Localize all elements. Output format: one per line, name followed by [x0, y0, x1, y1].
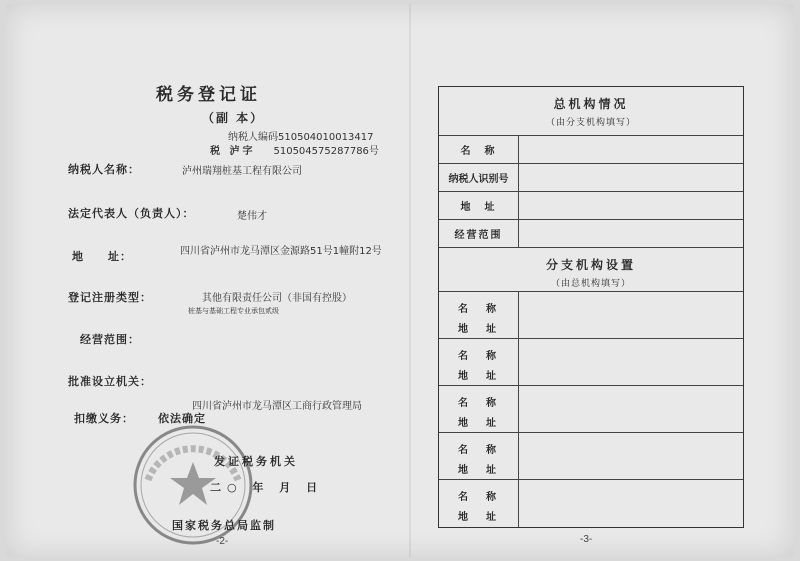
issuer-label: 发证税务机关	[214, 455, 298, 468]
hq-title: 总机构情况	[553, 97, 629, 111]
legal-rep-label: 法定代表人（负责人）：	[68, 207, 195, 220]
hq-note: （由分支机构填写）	[545, 118, 636, 128]
taxpayer-name: 泸州瑞翔桩基工程有限公司	[182, 166, 302, 177]
left-page-number: -2-	[216, 536, 229, 547]
business-scope: 桩基与基础工程专业承包贰级	[188, 307, 279, 315]
issue-date: 二○ 年 月 日	[210, 481, 324, 494]
taxpayer-name-label: 纳税人名称：	[68, 163, 140, 176]
taxpayer-code-line	[228, 128, 373, 143]
branch-name-label: 名 称	[458, 304, 500, 315]
organization-table	[438, 86, 744, 528]
tax-number: 510504575287786号	[273, 146, 379, 157]
branch-row-1	[439, 291, 743, 338]
withhold-value: 依法确定	[158, 412, 206, 425]
branch-addr-label: 地 址	[458, 324, 500, 335]
branch-name-label: 名 称	[458, 398, 500, 409]
branch-title: 分支机构设置	[545, 258, 636, 272]
legal-rep: 楚伟才	[237, 211, 267, 222]
branch-row-2	[439, 338, 743, 385]
reg-type: 其他有限责任公司（非国有控股）	[202, 293, 352, 304]
branch-name-label: 名 称	[458, 351, 500, 362]
hq-row-scope	[439, 219, 743, 247]
supervisor-label: 国家税务总局监制	[172, 519, 276, 532]
certificate-sheet	[6, 4, 794, 557]
branch-addr-label: 地 址	[458, 465, 500, 476]
address: 四川省泸州市龙马潭区金源路51号1幢附12号	[180, 246, 382, 257]
tax-number-line	[210, 142, 379, 157]
branch-addr-label: 地 址	[458, 371, 500, 382]
hq-row-label: 名 称	[439, 136, 519, 163]
scope-label: 经营范围：	[80, 333, 140, 346]
branch-name-label: 名 称	[458, 445, 500, 456]
hq-row-taxid	[439, 163, 743, 191]
branch-label-cell	[439, 339, 519, 385]
branch-label-cell	[439, 386, 519, 432]
branch-addr-label: 地 址	[458, 418, 500, 429]
branch-row-3	[439, 385, 743, 432]
hq-row-label: 地 址	[439, 192, 519, 219]
hq-row-name	[439, 135, 743, 163]
document-subtitle: （副 本）	[202, 111, 265, 125]
right-page-number: -3-	[580, 534, 593, 545]
hq-row-address	[439, 191, 743, 219]
withhold-label: 扣缴义务：	[74, 412, 134, 425]
taxpayer-code-label: 纳税人编码	[228, 132, 278, 143]
approval-label: 批准设立机关：	[68, 375, 152, 388]
branch-label-cell	[439, 433, 519, 479]
reg-type-label: 登记注册类型：	[68, 291, 152, 304]
address-label: 地 址：	[72, 250, 132, 263]
branch-label-cell	[439, 480, 519, 527]
branch-note: （由总机构填写）	[550, 279, 631, 289]
branch-addr-label: 地 址	[458, 512, 500, 523]
document-title: 税务登记证	[156, 85, 261, 105]
branch-header	[439, 247, 743, 291]
tax-number-label: 税 泸字	[210, 146, 256, 157]
branch-name-label: 名 称	[458, 492, 500, 503]
taxpayer-code: 510504010013417	[278, 132, 374, 143]
page-fold	[409, 4, 411, 557]
branch-row-4	[439, 432, 743, 479]
branch-header-text	[439, 256, 743, 289]
branch-label-cell	[439, 292, 519, 338]
left-page	[6, 4, 406, 557]
hq-row-label: 经营范围	[439, 220, 519, 247]
approval-authority: 四川省泸州市龙马潭区工商行政管理局	[192, 401, 362, 412]
hq-row-label: 纳税人识别号	[439, 164, 519, 191]
branch-row-5	[439, 479, 743, 527]
hq-header	[439, 95, 743, 128]
